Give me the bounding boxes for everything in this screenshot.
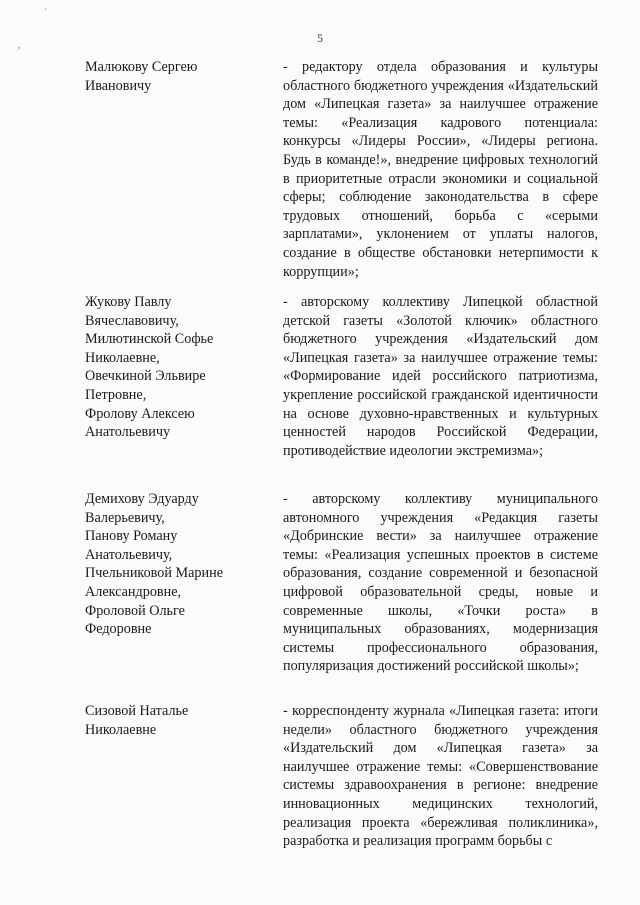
award-description: - авторскому коллективу муниципального автономного учреждения «Редакция газеты «Добринские вести» за наилучшее отражение темы: «Реализация успешных проектов в системе образования, создание современной и безопасной цифровой образовательной среды, новые и современные школы, «Точки роста» в муниципальных образованиях, модернизация системы профессионального образования, популяризация достижений российской школы»; (283, 491, 598, 675)
award-description: - корреспонденту журнала «Липецкая газета: итоги недели» областного бюджетного учреждения «Издательский дом «Липецкая газета» за наилучшее отражение темы: «Совершенствование системы здравоохранения в регионе: внедрение инновационных медицинских технологий, реализация проекта «бережливая поликлиника», разработка и реализация программ борьбы с (283, 703, 598, 850)
award-description: - авторскому коллективу Липецкой областной детской газеты «Золотой ключик» областного бюджетного учреждения «Издательский дом «Липецкая газета» за наилучшее отражение темы: «Формирование идей российского патриотизма, укрепление российской гражданской идентичности на основе духовно-нравственных и культурных ценностей народов Российской Федерации, противодействие идеологии экстремизма»; (283, 294, 598, 459)
recipient-names: Малюкову Сергею Ивановичу (85, 59, 198, 94)
scan-mark: ` (44, 8, 48, 19)
recipient-names: Жукову Павлу Вячеславовичу, Милютинской Софье Николаевне, Овечкиной Эльвире Петровне, Фролову Алексею Анатольевичу (85, 294, 214, 441)
scan-mark: , (18, 40, 21, 51)
recipient-names: Демихову Эдуарду Валерьевичу, Панову Роману Анатольевичу, Пчельниковой Марине Александровне, Фроловой Ольге Федоровне (85, 491, 224, 638)
recipient-names: Сизовой Наталье Николаевне (85, 703, 189, 738)
page-number: 5 (317, 31, 323, 45)
award-description: - редактору отдела образования и культуры областного бюджетного учреждения «Издательский дом «Липецкая газета» за наилучшее отражение темы: «Реализация кадрового потенциала: конкурсы «Лидеры России», «Лидеры региона. Будь в команде!», внедрение цифровых технологий в приоритетные отрасли экономики и социальной сферы; соблюдение законодательства в сфере трудовых отношений, борьба с «серыми зарплатами», уклонением от уплаты налогов, создание в обществе обстановки нетерпимости к коррупции»; (283, 59, 598, 280)
